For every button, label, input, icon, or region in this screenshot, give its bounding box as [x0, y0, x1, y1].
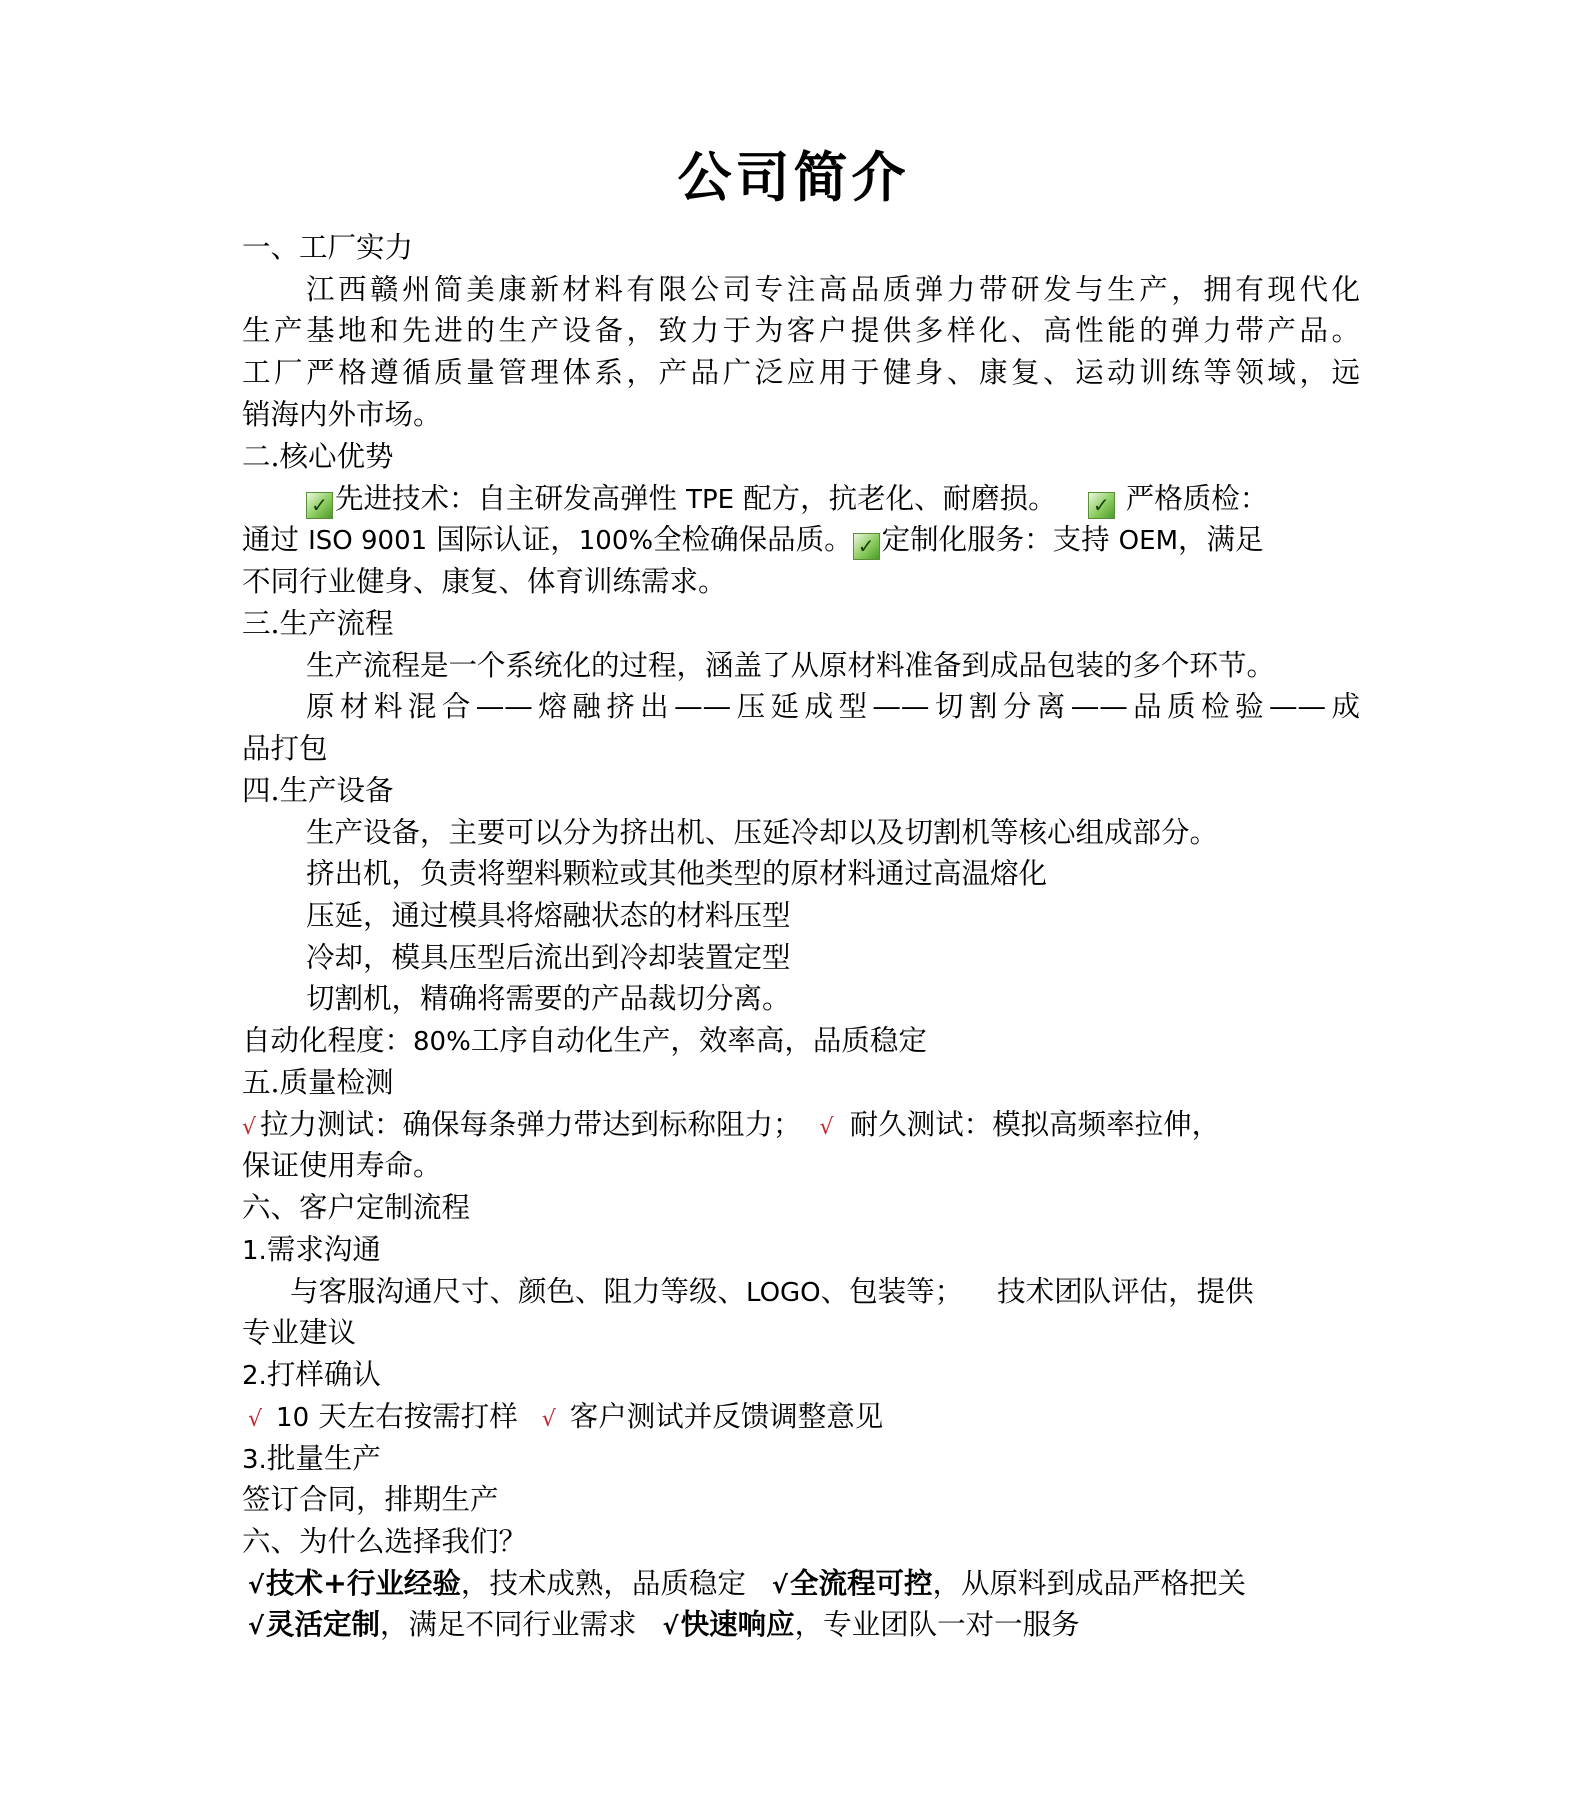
paragraph-line: 销海内外市场。	[242, 398, 442, 431]
paragraph-line: 专业建议	[242, 1316, 357, 1349]
page-title: 公司简介	[677, 145, 910, 209]
section-heading-factory: 一、工厂实力	[242, 231, 414, 264]
check-mark-icon: √	[248, 1407, 263, 1432]
section-heading-why-us: 六、为什么选择我们？	[242, 1525, 528, 1558]
check-mark-icon: √	[248, 1571, 265, 1599]
paragraph-line: 不同行业健身、康复、体育训练需求。	[242, 565, 727, 598]
check-mark-icon: √	[541, 1407, 556, 1432]
automation-line: 自动化程度：80%工序自动化生产，效率高，品质稳定	[242, 1024, 927, 1057]
advantages-line-2: 通过 ISO 9001 国际认证，100%全检确保品质。 ✓ 定制化服务：支持 OEM，满足	[242, 523, 1264, 558]
quality-tests-line: √ 拉力测试：确保每条弹力带达到标称阻力； √ 耐久测试：模拟高频率拉伸，	[242, 1108, 1221, 1141]
checkbox-icon: ✓	[1088, 492, 1115, 519]
step-1-detail-line: 与客服沟通尺寸、颜色、阻力等级、LOGO、包装等； 技术团队评估，提供	[290, 1275, 1254, 1308]
section-heading-advantages: 二.核心优势	[242, 440, 394, 473]
step-heading-3: 3.批量生产	[242, 1442, 381, 1475]
check-mark-icon: √	[248, 1612, 265, 1640]
section-heading-customization: 六、客户定制流程	[242, 1191, 471, 1224]
paragraph-line: 保证使用寿命。	[242, 1149, 442, 1182]
paragraph-line: 压延，通过模具将熔融状态的材料压型	[306, 899, 791, 932]
paragraph-line: 工厂严格遵循质量管理体系，产品广泛应用于健身、康复、运动训练等领域，远	[242, 356, 1360, 389]
checkbox-icon: ✓	[853, 533, 880, 560]
why-us-line-1: √技术+行业经验，技术成熟，品质稳定 √全流程可控，从原料到成品严格把关	[248, 1566, 1246, 1600]
paragraph-line: 江西赣州简美康新材料有限公司专注高品质弹力带研发与生产，拥有现代化	[306, 273, 1360, 306]
section-heading-process: 三.生产流程	[242, 607, 394, 640]
check-mark-icon: √	[771, 1571, 788, 1599]
section-heading-equipment: 四.生产设备	[242, 774, 394, 807]
paragraph-line: 切割机，精确将需要的产品裁切分离。	[306, 982, 791, 1015]
paragraph-line: 冷却，模具压型后流出到冷却装置定型	[306, 941, 791, 974]
checkbox-icon: ✓	[306, 492, 333, 519]
paragraph-line: 生产基地和先进的生产设备，致力于为客户提供多样化、高性能的弹力带产品。	[242, 314, 1360, 347]
step-heading-1: 1.需求沟通	[242, 1233, 381, 1266]
paragraph-line: 生产流程是一个系统化的过程，涵盖了从原材料准备到成品包装的多个环节。	[306, 649, 1276, 682]
paragraph-line: 生产设备，主要可以分为挤出机、压延冷却以及切割机等核心组成部分。	[306, 816, 1219, 849]
process-flow-line: 原材料混合——熔融挤出——压延成型——切割分离——品质检验——成	[306, 690, 1360, 723]
advantages-line-1: ✓ 先进技术：自主研发高弹性 TPE 配方，抗老化、耐磨损。 ✓ 严格质检：	[306, 478, 1360, 519]
step-2-detail-line: √ 10 天左右按需打样 √ 客户测试并反馈调整意见	[248, 1400, 884, 1433]
step-heading-2: 2.打样确认	[242, 1358, 381, 1391]
paragraph-line: 签订合同，排期生产	[242, 1483, 499, 1516]
check-mark-icon: √	[662, 1612, 679, 1640]
paragraph-line: 挤出机，负责将塑料颗粒或其他类型的原材料通过高温熔化	[306, 857, 1048, 890]
paragraph-line: 品打包	[242, 732, 328, 765]
section-heading-quality: 五.质量检测	[242, 1066, 394, 1099]
why-us-line-2: √灵活定制，满足不同行业需求 √快速响应，专业团队一对一服务	[248, 1607, 1080, 1641]
check-mark-icon: √	[819, 1115, 834, 1140]
check-mark-icon: √	[242, 1115, 257, 1140]
